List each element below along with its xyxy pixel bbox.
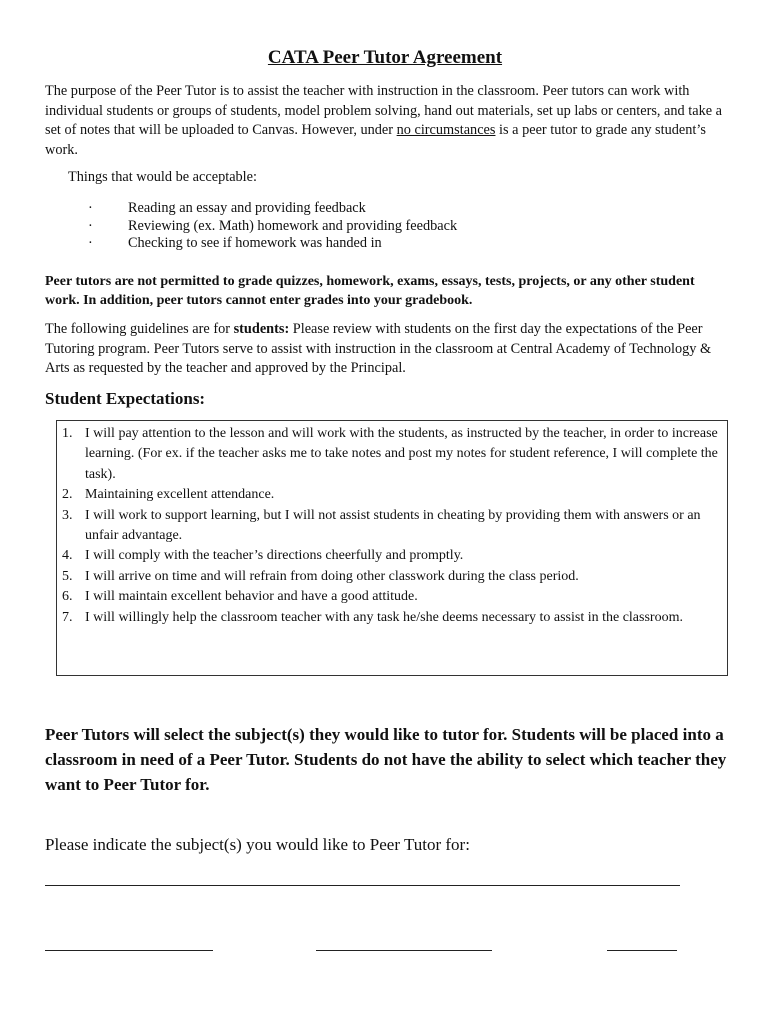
guidelines-text-end: Please review with students on the first day the expectations of the Peer Tutoring program. Peer Tutors serve to assist with instruction in the classroom at Central Academy of Technology & Arts as requested by the teacher and approved by the Principal. xyxy=(45,321,712,376)
list-item xyxy=(88,235,457,253)
item-number: 4. xyxy=(62,548,73,564)
list-item xyxy=(57,567,722,587)
item-text: I will work to support learning, but I will not assist students in cheating by providing them with answers or an unfair advantage. xyxy=(85,507,701,544)
item-text: Maintaining excellent attendance. xyxy=(85,487,275,503)
list-item xyxy=(88,200,457,218)
list-item-text: Reviewing (ex. Math) homework and providing feedback xyxy=(128,217,458,234)
list-item-text: Checking to see if homework was handed in xyxy=(128,235,382,252)
expectations-heading: Student Expectations: xyxy=(45,389,206,408)
expectations-list xyxy=(57,424,722,628)
guidelines-bold-text: students: xyxy=(233,321,290,337)
bullet-glyph: · xyxy=(88,200,93,216)
expectations-box xyxy=(56,420,728,676)
item-number: 7. xyxy=(62,609,73,625)
intro-underlined-text: no circumstances xyxy=(396,122,496,138)
subject-prompt: Please indicate the subject(s) you would like to Peer Tutor for: xyxy=(45,835,470,854)
item-text: I will pay attention to the lesson and will work with the students, as instructed by the teacher, in order to increase learning. (For ex. if the teacher asks me to take notes and post my notes for student reference, I will complete the task). xyxy=(85,426,718,482)
list-item xyxy=(57,485,722,505)
item-number: 2. xyxy=(62,487,73,503)
selection-note: Peer Tutors will select the subject(s) they would like to tutor for. Students will be placed into a classroom in need of a Peer Tutor. Students do not have the ability to select which teacher they want to Peer Tutor for. xyxy=(45,725,727,794)
list-item xyxy=(57,506,722,547)
item-number: 1. xyxy=(62,426,73,441)
item-number: 6. xyxy=(62,589,73,605)
list-item xyxy=(57,424,722,485)
list-item xyxy=(57,546,722,566)
page-title: CATA Peer Tutor Agreement xyxy=(267,47,503,68)
list-item xyxy=(57,587,722,607)
intro-text: The purpose of the Peer Tutor is to assist the teacher with instruction in the classroom. Peer tutors can work with individual students or groups of students, model problem solving, hand out materials, set up labs or centers, and take a set of notes that will be uploaded to Canvas. However, under xyxy=(45,83,722,138)
item-number: 5. xyxy=(62,568,73,584)
item-text: I will arrive on time and will refrain from doing other classwork during the class period. xyxy=(85,568,579,584)
item-number: 3. xyxy=(62,507,73,523)
date-line[interactable] xyxy=(607,950,677,951)
acceptable-list xyxy=(88,200,457,253)
bullet-glyph: · xyxy=(88,217,93,234)
not-permitted-paragraph: Peer tutors are not permitted to grade quizzes, homework, exams, essays, tests, projects, or any other student work. In addition, peer tutors cannot enter grades into your gradebook. xyxy=(45,274,695,308)
item-text: I will comply with the teacher’s directions cheerfully and promptly. xyxy=(85,548,464,564)
subject-answer-line[interactable] xyxy=(45,885,680,886)
item-text: I will willingly help the classroom teacher with any task he/she deems necessary to assist in the classroom. xyxy=(85,609,683,625)
guidelines-paragraph xyxy=(45,320,725,379)
signature-line-2[interactable] xyxy=(316,950,492,951)
guidelines-text: The following guidelines are for xyxy=(45,321,234,337)
list-item xyxy=(57,608,722,628)
list-item xyxy=(88,218,457,236)
intro-paragraph xyxy=(45,82,725,160)
item-text: I will maintain excellent behavior and have a good attitude. xyxy=(85,589,418,605)
intro-text-end: is a peer tutor to grade any student’s work. xyxy=(45,122,706,158)
acceptable-label: Things that would be acceptable: xyxy=(68,169,257,185)
signature-line-1[interactable] xyxy=(45,950,213,951)
list-item-text: Reading an essay and providing feedback xyxy=(128,200,366,216)
bullet-glyph: · xyxy=(88,235,93,252)
